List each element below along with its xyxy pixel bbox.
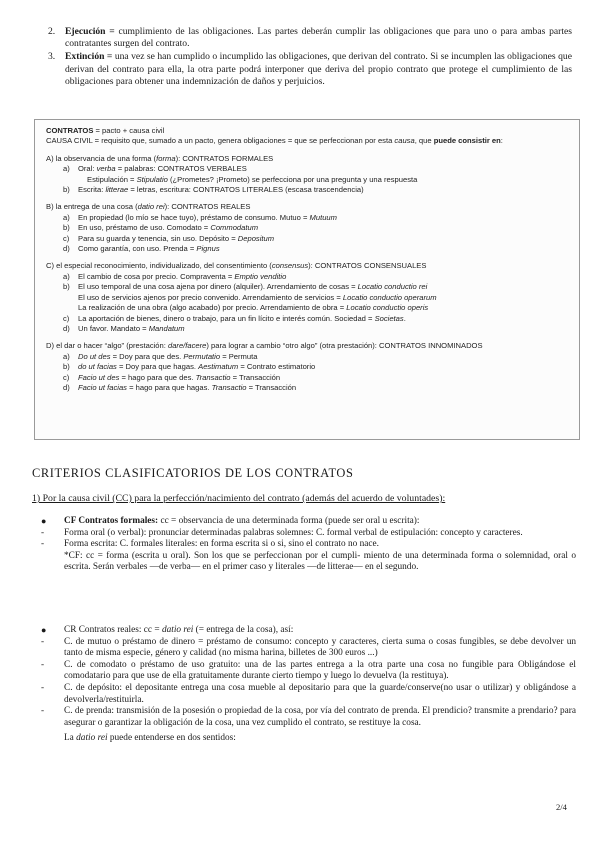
list-term: Ejecución = xyxy=(65,26,115,37)
dash-item: - C. de depósito: el depositante entrega una cosa mueble al depositario para que la guarde/conserve(no usar o utilizar) y obligándose a devolverla/restituirla. xyxy=(41,682,576,705)
box-row: El uso de servicios ajenos por precio convenido. Arrendamiento de servicios = Locatio conductio operarum xyxy=(78,292,437,302)
box-row: c) Facio ut des = hago para que des. Transactio = Transacción xyxy=(63,372,281,382)
bullet-item: ● CR Contratos reales: cc = datio rei (= entrega de la cosa), así: xyxy=(41,625,294,635)
top-numbered-list xyxy=(48,26,572,89)
box-row: d) Facio ut facias = hago para que hagas. Transactio = Transacción xyxy=(63,382,297,392)
box-row: La realización de una obra (algo acabado) por precio. Arrendamiento de obra = Locatio conductio operis xyxy=(78,303,429,313)
section-real xyxy=(46,202,569,254)
box-row: b) do ut facias = Doy para que hagas. Aestimatum = Contrato estimatorio xyxy=(63,362,316,372)
dash-item: - C. de prenda: transmisión de la posesión o propiedad de la cosa, por vía del contrato de prenda. El prendicio? transmite a prendario? para asegurar o garantizar la obligación de la cosa, una vez cumplido el contrato, se restituye la cosa. xyxy=(41,706,576,728)
section-heading: C) el especial reconocimiento, individualizado, del consentimiento (consensus): CONTRATOS CONSENSUALES xyxy=(46,261,427,271)
bullet-icon: ● xyxy=(41,516,47,526)
bullet-icon: ● xyxy=(41,625,47,635)
box-row: a) Do ut des = Doy para que des. Permutatio = Permuta xyxy=(63,351,258,361)
section-title: CRITERIOS CLASIFICATORIOS DE LOS CONTRATOS xyxy=(32,466,354,480)
dash-item: - Forma escrita: C. formales literales: en forma escrita si o si, sino el contrato no nace. xyxy=(41,539,379,550)
list-item xyxy=(48,26,572,50)
list-text: una vez se han cumplido o incumplido las obligaciones, que derivan del contrato. Si se incumplen las obligaciones que derivan del contrato para ella, la otra parte podrá interponer que deriva del propio contrato que protege el cumplimiento de las obligaciones para obtener una indemnización de daños y perjuicios. xyxy=(65,51,572,87)
closing-line: La datio rei puede entenderse en dos sentidos: xyxy=(64,733,236,744)
box-row: a) Oral: verba = palabras: CONTRATOS VERBALES xyxy=(63,164,247,174)
section-heading: A) la observancia de una forma (forma): CONTRATOS FORMALES xyxy=(46,153,274,163)
bullet-item: ● CF Contratos formales: cc = observancia de una determinada forma (puede ser oral u escrita): xyxy=(41,516,420,526)
section-innominate xyxy=(46,341,569,393)
box-row: c) La aportación de bienes, dinero o trabajo, para un fin lícito e interés común. Sociedad = Societas. xyxy=(63,313,406,323)
box-row: d) Un favor. Mandato = Mandatum xyxy=(63,323,185,333)
section-heading: D) el dar o hacer “algo” (prestación: dare/facere) para lograr a cambio “otro algo” (otra prestación): CONTRATOS INNOMINADOS xyxy=(46,341,483,351)
box-row: b) En uso, préstamo de uso. Comodato = Commodatum xyxy=(63,223,259,233)
formal-contracts-block xyxy=(38,516,576,574)
list-number: 3. xyxy=(48,51,56,63)
dash-item: - Forma oral (o verbal): pronunciar determinadas palabras solemnes: C. formal verbal de estipulación: concepto y caracteres. xyxy=(41,527,523,538)
dash-item: - C. de comodato o préstamo de uso gratuito: una de las partes entrega a la otra parte una cosa no fungible para Obligándose el comodatario para que use de ella gratuitamente durante cierto tiempo y luego lo devuelva (la restituya). xyxy=(41,659,576,682)
box-row: b) Escrita: litterae = letras, escritura: CONTRATOS LITERALES (escasa trascendencia) xyxy=(63,185,364,195)
subsection-title: 1) Por la causa civil (CC) para la perfección/nacimiento del contrato (además del acuerdo de voluntades): xyxy=(32,493,446,504)
section-formal xyxy=(46,154,569,196)
box-row: b) El uso temporal de una cosa ajena por dinero (alquiler). Arrendamiento de cosas = Locatio conductio rei xyxy=(63,282,428,292)
box-row: d) Como garantía, con uso. Prenda = Pignus xyxy=(63,244,220,254)
section-consensual xyxy=(46,261,569,334)
list-term: Extinción = xyxy=(65,51,113,63)
real-contracts-block xyxy=(38,625,576,745)
page-number: 2/4 xyxy=(556,802,567,812)
dash-item: - C. de mutuo o préstamo de dinero = préstamo de consumo: concepto y caracteres, cierta suma o cosas fungibles, se debe devolver un tanto de misma especie, género y calidad (no misma harina, billetes de 300 euros ...) xyxy=(41,636,576,659)
contracts-summary-box xyxy=(34,119,580,440)
box-title-line: CONTRATOS = pacto + causa civil xyxy=(46,126,165,135)
section-heading: B) la entrega de una cosa (datio rei): CONTRATOS REALES xyxy=(46,202,251,212)
box-row: a) En propiedad (lo mío se hace tuyo), préstamo de consumo. Mutuo = Mutuum xyxy=(63,212,337,222)
box-row: a) El cambio de cosa por precio. Compraventa = Emptio venditio xyxy=(63,271,287,281)
formal-note: *CF: cc = forma (escrita u oral). Son los que se perfeccionan por el cumpli- miento de una determinada forma o solemnidad, oral o escrita. Serán verbales —de verba— en el primer caso y literales —de litterae— en el segundo. xyxy=(64,550,576,573)
list-number: 2. xyxy=(48,26,56,37)
list-item xyxy=(48,51,572,88)
causa-civil-line: CAUSA CIVIL = requisito que, sumado a un pacto, genera obligaciones = que se perfeccionan por esta causa, que puede consistir en: xyxy=(46,136,503,146)
box-row: c) Para su guarda y tenencia, sin uso. Depósito = Depositum xyxy=(63,233,275,243)
list-text: cumplimiento de las obligaciones. Las partes deberán cumplir las obligaciones que para uno o para ambas partes contratantes surgen del contrato. xyxy=(65,26,572,50)
box-sub-row: Estipulación = Stipulatio (¿Prometes? ¡Prometo) se perfecciona por una pregunta y una respuesta xyxy=(87,174,418,184)
